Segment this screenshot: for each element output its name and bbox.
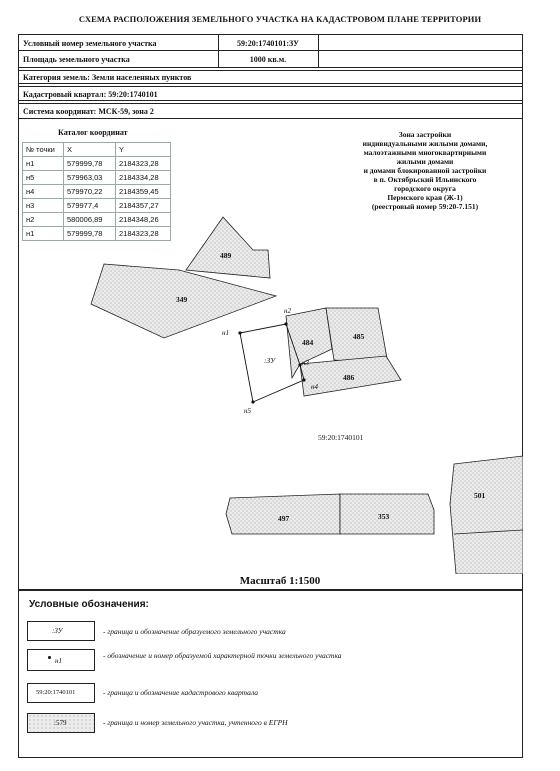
legend-title: Условные обозначения:	[29, 599, 149, 610]
catalog-header: № точки	[23, 143, 64, 157]
cadastral-map	[18, 34, 523, 574]
parcel-501	[450, 456, 523, 574]
point-y: 2184359,45	[116, 185, 171, 199]
zone-line: городского округа	[394, 184, 456, 193]
plot-label: :ЗУ	[264, 356, 276, 365]
legend-symbol-parcel	[27, 713, 95, 733]
parcel-label: 486	[343, 373, 355, 382]
legend-text: - граница и обозначение образуемого земельного участка	[103, 627, 286, 636]
legend-symbol-point	[27, 649, 95, 671]
point-x: 579970,22	[64, 185, 116, 199]
point-marker	[251, 400, 254, 403]
legend-symbol-text: :579	[54, 719, 67, 727]
point-y: 2184357,27	[116, 199, 171, 213]
point-id: н4	[23, 185, 64, 199]
document-title: СХЕМА РАСПОЛОЖЕНИЯ ЗЕМЕЛЬНОГО УЧАСТКА НА КАДАСТРОВОМ ПЛАНЕ ТЕРРИТОРИИ	[78, 14, 482, 24]
parcel-label: 497	[278, 514, 290, 523]
point-id: н3	[23, 199, 64, 213]
point-id: н1	[23, 157, 64, 171]
point-x: 579977,4	[64, 199, 116, 213]
parcel-label: 353	[378, 512, 390, 521]
point-marker	[284, 322, 287, 325]
category-text: Категория земель: Земли населенных пунктов	[23, 73, 192, 82]
zone-line: малоэтажными многоквартирными	[363, 148, 487, 157]
zone-line: Пермского края (Ж-1)	[387, 193, 463, 202]
quarter-text: Кадастровый квартал: 59:20:1740101	[23, 90, 158, 99]
legend-text: - обозначение и номер образуемой характерной точки земельного участка	[103, 651, 342, 660]
point-label: н1	[222, 329, 229, 337]
cond-number-value: 59:20:1740101:ЗУ	[237, 39, 299, 48]
scale-label: Масштаб 1:1500	[239, 575, 321, 587]
point-dot-icon	[48, 656, 51, 659]
legend-symbol-plot	[27, 621, 95, 641]
catalog-header: X	[64, 143, 116, 157]
catalog-header: Y	[116, 143, 171, 157]
area-label: Площадь земельного участка	[23, 55, 130, 64]
point-y: 2184348,26	[116, 213, 171, 227]
quarter-map-label: 59:20:1740101	[318, 433, 364, 442]
point-id: н5	[23, 171, 64, 185]
catalog-title: Каталог координат	[58, 128, 128, 137]
legend-symbol-text: 59:20:1740101	[36, 689, 76, 696]
point-label: н4	[311, 383, 318, 391]
parcel-label: 349	[176, 295, 188, 304]
point-y: 2184323,28	[116, 157, 171, 171]
zone-line: Зона застройки	[398, 130, 452, 139]
point-y: 2184334,28	[116, 171, 171, 185]
zone-line: индивидуальными жилыми домами,	[362, 139, 488, 148]
point-x: 579999,78	[64, 157, 116, 171]
legend-text: - граница и номер земельного участка, учтенного в ЕГРН	[103, 718, 288, 727]
zone-line: (реестровый номер 59:20-7.151)	[371, 202, 479, 211]
point-label: н5	[244, 407, 251, 415]
area-value: 1000 кв.м.	[249, 55, 287, 64]
parcel-489	[186, 217, 270, 278]
point-y: 2184323,28	[116, 227, 171, 241]
parcel-label: 489	[220, 251, 232, 260]
point-marker	[302, 378, 305, 381]
point-x: 579963,03	[64, 171, 116, 185]
point-id: н1	[23, 227, 64, 241]
cond-number-label: Условный номер земельного участка	[23, 39, 157, 48]
legend-text: - граница и обозначение кадастрового квартала	[103, 688, 259, 697]
legend-symbol-text: н1	[55, 657, 62, 665]
zone-line: и домами блокированной застройки	[363, 166, 487, 175]
legend-symbol-text: :ЗУ	[52, 627, 63, 635]
legend	[18, 590, 523, 758]
legend-symbol-quarter	[27, 683, 95, 703]
point-label: н2	[284, 307, 291, 315]
parcel-label: 485	[353, 332, 365, 341]
point-x: 579999,78	[64, 227, 116, 241]
zone-line: в п. Октябрьский Ильинского	[373, 175, 477, 184]
parcel-label: 484	[302, 338, 314, 347]
point-label: н3	[302, 359, 309, 367]
point-marker	[238, 331, 241, 334]
point-x: 580006,89	[64, 213, 116, 227]
zone-line: жилыми домами	[396, 157, 454, 166]
point-id: н2	[23, 213, 64, 227]
coord-system-text: Система координат: МСК-59, зона 2	[23, 107, 154, 116]
parcel-label: 501	[474, 491, 486, 500]
